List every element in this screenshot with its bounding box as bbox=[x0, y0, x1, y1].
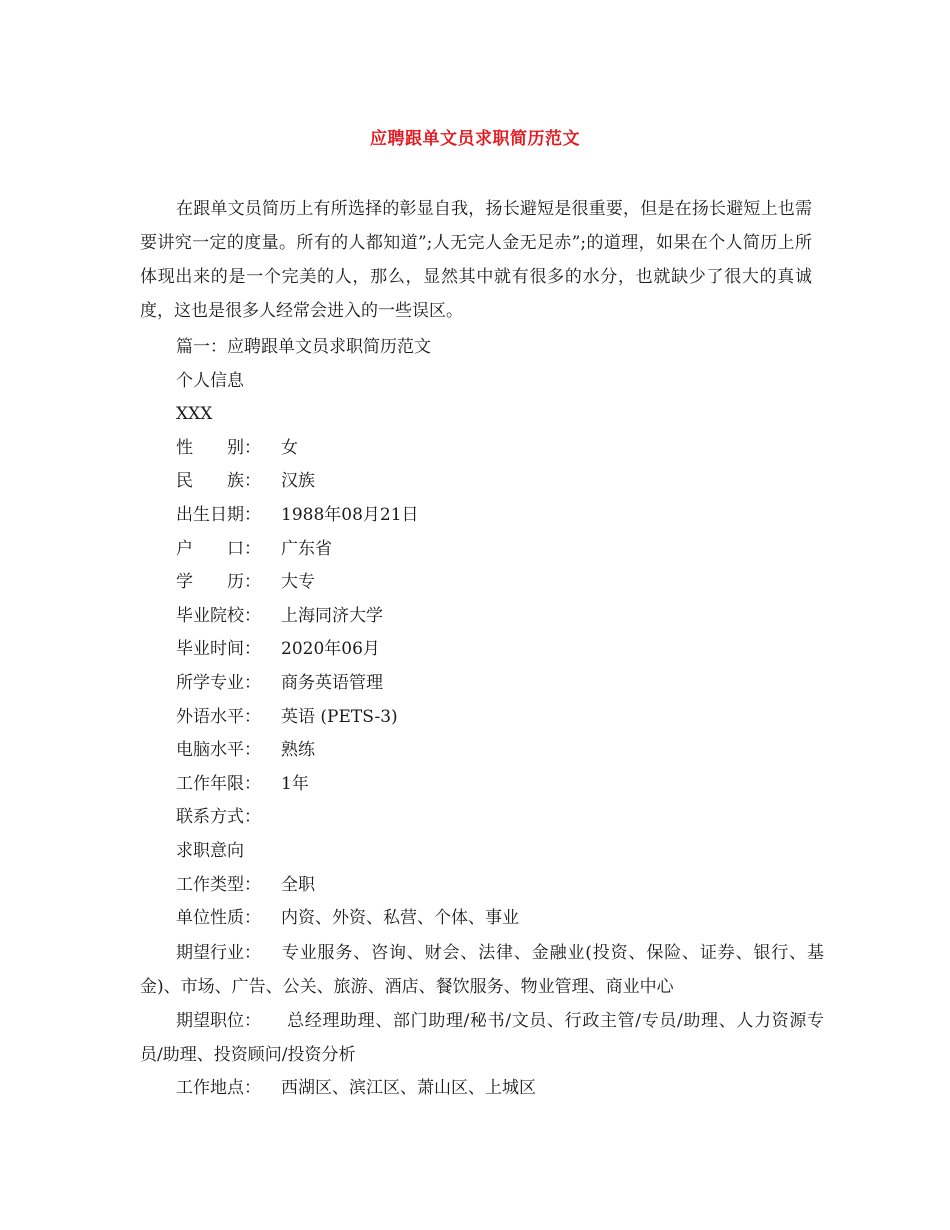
intention-row-type bbox=[140, 869, 830, 903]
info-label: 工作年限： bbox=[176, 773, 261, 794]
intention-label: 期望职位： bbox=[176, 1010, 261, 1031]
intention-label: 工作地点： bbox=[176, 1077, 261, 1098]
info-value: 商务英语管理 bbox=[281, 672, 383, 693]
intention-value: 西湖区、滨江区、萧山区、上城区 bbox=[281, 1077, 536, 1098]
info-row-major bbox=[140, 667, 830, 701]
info-label: 电脑水平： bbox=[176, 740, 261, 761]
info-label: 学 历： bbox=[176, 572, 261, 593]
info-label: 所学专业： bbox=[176, 672, 261, 693]
info-value: 汉族 bbox=[281, 471, 315, 492]
intention-value: 专业服务、咨询、财会、法律、金融业(投资、保险、证券、银行、基金)、市场、广告、公关、旅游、酒店、餐饮服务、物业管理、商业中心 bbox=[140, 942, 824, 997]
info-value: 1年 bbox=[281, 773, 309, 794]
info-row-gender bbox=[140, 432, 830, 466]
info-row-graduation bbox=[140, 633, 830, 667]
intro-paragraph: 在跟单文员简历上有所选择的彰显自我，扬长避短是很重要，但是在扬长避短上也需要讲究一定的度量。所有的人都知道”;人无完人金无足赤”;的道理，如果在个人简历上所体现出来的是一个完美的人，那么，显然其中就有很多的水分，也就缺少了很大的真诚度，这也是很多人经常会进入的一些误区。 bbox=[140, 199, 812, 321]
intention-value: 内资、外资、私营、个体、事业 bbox=[281, 908, 519, 929]
resume-body bbox=[140, 331, 830, 1105]
info-value: 熟练 bbox=[281, 740, 315, 761]
info-label: 户 口： bbox=[176, 538, 261, 559]
info-row-experience bbox=[140, 768, 830, 802]
intention-label: 期望行业： bbox=[176, 942, 261, 963]
info-label: 出生日期： bbox=[176, 504, 261, 525]
section-heading-intention: 求职意向 bbox=[176, 840, 244, 861]
info-row-education bbox=[140, 566, 830, 600]
info-row-ethnicity bbox=[140, 465, 830, 499]
document-title: 应聘跟单文员求职简历范文 bbox=[370, 129, 580, 149]
info-value: 广东省 bbox=[281, 538, 332, 559]
info-value: 大专 bbox=[281, 572, 315, 593]
info-value: 女 bbox=[281, 437, 298, 458]
info-label: 外语水平： bbox=[176, 706, 261, 727]
part-heading: 篇一：应聘跟单文员求职简历范文 bbox=[176, 337, 431, 357]
intention-row-industry bbox=[140, 936, 824, 1004]
intention-value: 全职 bbox=[281, 874, 315, 895]
info-label: 民 族： bbox=[176, 471, 261, 492]
info-value: 1988年08月21日 bbox=[281, 504, 419, 525]
intention-label: 工作类型： bbox=[176, 874, 261, 895]
intention-row-location bbox=[140, 1072, 830, 1106]
info-row-school bbox=[140, 600, 830, 634]
applicant-name: XXX bbox=[176, 404, 213, 425]
info-row-contact bbox=[140, 801, 830, 835]
info-row-computer bbox=[140, 734, 830, 768]
info-value: 2020年06月 bbox=[281, 639, 380, 660]
info-value: 上海同济大学 bbox=[281, 605, 383, 626]
info-row-hukou bbox=[140, 533, 830, 567]
intention-row-company-nature bbox=[140, 902, 830, 936]
intention-row-position bbox=[140, 1004, 824, 1072]
info-value: 英语 (PETS-3) bbox=[281, 706, 398, 727]
intention-value: 总经理助理、部门助理/秘书/文员、行政主管/专员/助理、人力资源专员/助理、投资顾问/投资分析 bbox=[140, 1010, 824, 1065]
intention-label: 单位性质： bbox=[176, 908, 261, 929]
info-row-language bbox=[140, 701, 830, 735]
info-label: 性 别： bbox=[176, 437, 261, 458]
info-label: 毕业时间： bbox=[176, 639, 261, 660]
info-label: 联系方式： bbox=[176, 807, 261, 828]
section-heading-personal: 个人信息 bbox=[176, 370, 244, 391]
info-label: 毕业院校： bbox=[176, 605, 261, 626]
info-row-birthdate bbox=[140, 499, 830, 533]
